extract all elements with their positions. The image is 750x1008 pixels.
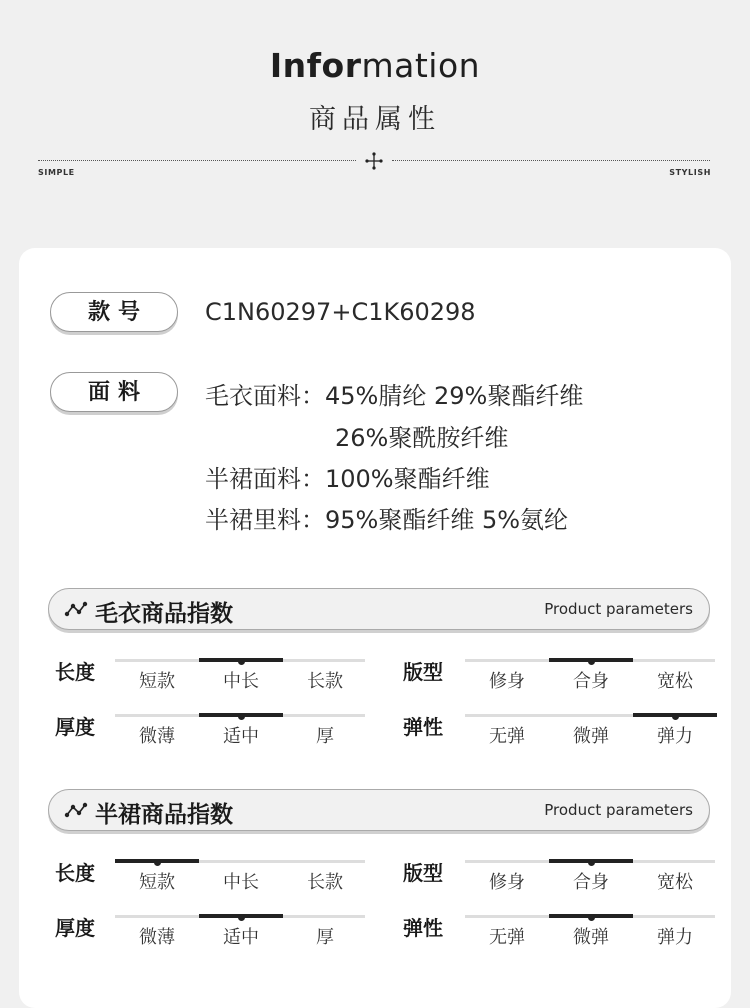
scale-option: 适中 <box>223 927 259 948</box>
title-en-bold: Infor <box>269 46 362 85</box>
scale-option: 短款 <box>139 671 175 692</box>
style-no-label: 款号 <box>50 292 178 332</box>
thickness-scale <box>115 915 365 955</box>
cross-ornament-icon <box>364 151 384 171</box>
scale-option: 厚 <box>316 927 334 948</box>
scale-option: 无弹 <box>489 726 525 747</box>
page-title-cn: 商品属性 <box>309 104 441 135</box>
section-subtitle: Product parameters <box>544 600 693 618</box>
section-subtitle: Product parameters <box>544 801 693 819</box>
scale-option: 宽松 <box>657 671 693 692</box>
fit-scale <box>465 659 715 699</box>
scale-option: 长款 <box>307 671 343 692</box>
page-title-en <box>0 46 750 85</box>
scale-option: 适中 <box>223 726 259 747</box>
scale-option: 厚 <box>316 726 334 747</box>
scale-option: 微薄 <box>139 927 175 948</box>
scale-option: 中长 <box>223 671 259 692</box>
scale-marker-dot <box>154 859 161 866</box>
scale-option: 修身 <box>489 872 525 893</box>
fabric-line-4: 半裙里料：95%聚酯纤维 5%氨纶 <box>205 506 569 534</box>
simple-tag: SIMPLE <box>38 168 75 177</box>
scale-option: 合身 <box>573 872 609 893</box>
trend-line-icon <box>64 801 88 819</box>
trend-line-icon <box>64 600 88 618</box>
scale-option: 微薄 <box>139 726 175 747</box>
fabric-line-1: 毛衣面料：45%腈纶 29%聚酯纤维 <box>205 382 584 410</box>
scale-option: 弹力 <box>657 927 693 948</box>
fit-scale <box>465 860 715 900</box>
scale-option: 合身 <box>573 671 609 692</box>
row-label: 弹性 <box>403 715 443 739</box>
length-scale <box>115 860 365 900</box>
length-scale <box>115 659 365 699</box>
title-en-rest: mation <box>361 46 481 85</box>
row-label: 长度 <box>55 861 95 885</box>
style-no-value: C1N60297+C1K60298 <box>205 298 476 326</box>
scale-marker-dot <box>588 658 595 665</box>
scale-option: 微弹 <box>573 726 609 747</box>
thickness-scale <box>115 714 365 754</box>
scale-option: 微弹 <box>573 927 609 948</box>
header <box>0 0 750 240</box>
scale-marker-dot <box>672 713 679 720</box>
row-label: 长度 <box>55 660 95 684</box>
row-label: 厚度 <box>55 715 95 739</box>
stylish-tag: STYLISH <box>669 168 711 177</box>
fabric-line-2: 26%聚酰胺纤维 <box>335 424 509 452</box>
scale-marker-dot <box>588 914 595 921</box>
scale-option: 短款 <box>139 872 175 893</box>
row-label: 版型 <box>403 660 443 684</box>
scale-option: 弹力 <box>657 726 693 747</box>
fabric-label: 面料 <box>50 372 178 412</box>
scale-marker-dot <box>238 658 245 665</box>
skirt-index-header <box>48 789 710 831</box>
scale-option: 宽松 <box>657 872 693 893</box>
fabric-line-3: 半裙面料：100%聚酯纤维 <box>205 465 490 493</box>
divider-right <box>392 160 710 161</box>
row-label: 厚度 <box>55 916 95 940</box>
section-title: 毛衣商品指数 <box>95 601 233 627</box>
scale-marker-dot <box>238 713 245 720</box>
scale-marker-dot <box>588 859 595 866</box>
scale-option: 无弹 <box>489 927 525 948</box>
divider-left <box>38 160 356 161</box>
scale-option: 修身 <box>489 671 525 692</box>
scale-marker-dot <box>238 914 245 921</box>
section-title: 半裙商品指数 <box>95 802 233 828</box>
scale-option: 中长 <box>223 872 259 893</box>
row-label: 版型 <box>403 861 443 885</box>
elasticity-scale <box>465 714 715 754</box>
elasticity-scale <box>465 915 715 955</box>
sweater-index-header <box>48 588 710 630</box>
row-label: 弹性 <box>403 916 443 940</box>
scale-option: 长款 <box>307 872 343 893</box>
